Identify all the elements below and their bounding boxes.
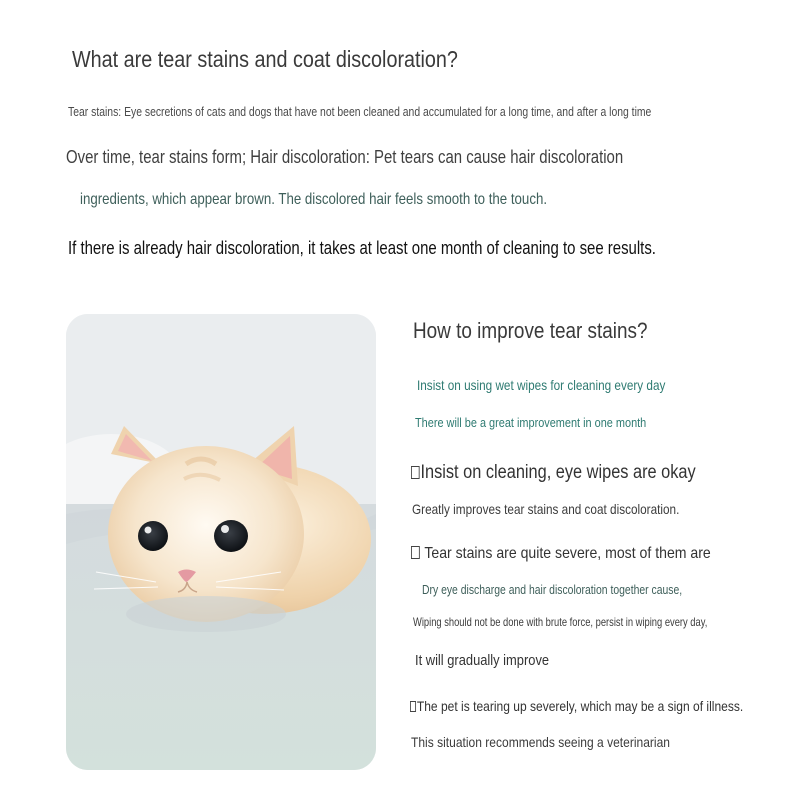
kitten-illustration [66, 314, 376, 770]
improve-line-7: It will gradually improve [415, 652, 550, 669]
improve-line-2: There will be a great improvement in one month [415, 415, 647, 430]
improve-line-3: Greatly improves tear stains and coat discoloration. [412, 501, 680, 517]
intro-line-3: ingredients, which appear brown. The discolored hair feels smooth to the touch. [80, 191, 548, 208]
improve-subhead: Insist on cleaning, eye wipes are okay [411, 462, 742, 484]
severe-heading: Tear stains are quite severe, most of them are [411, 545, 752, 563]
missing-glyph-icon [410, 701, 416, 712]
kitten-photo [66, 314, 376, 770]
improve-line-6: Wiping should not be done with brute force, persist in wiping every day, [413, 615, 708, 629]
missing-glyph-icon [411, 546, 420, 559]
intro-line-4: If there is already hair discoloration, it takes at least one month of cleaning to see results. [68, 238, 656, 258]
improve-line-1: Insist on using wet wipes for cleaning every day [417, 377, 666, 393]
intro-line-1: Tear stains: Eye secretions of cats and dogs that have not been cleaned and accumulated for a long time, and after a long time [68, 104, 652, 119]
improve-line-5: Dry eye discharge and hair discoloration together cause, [422, 582, 683, 597]
improve-title: How to improve tear stains? [413, 318, 648, 343]
page-title: What are tear stains and coat discoloration? [72, 46, 458, 72]
illness-warning: The pet is tearing up severely, which may be a sign of illness. [410, 698, 797, 714]
missing-glyph-icon [411, 466, 420, 479]
vet-recommendation: This situation recommends seeing a veterinarian [411, 734, 670, 750]
intro-line-2: Over time, tear stains form; Hair discoloration: Pet tears can cause hair discoloration [66, 147, 624, 167]
